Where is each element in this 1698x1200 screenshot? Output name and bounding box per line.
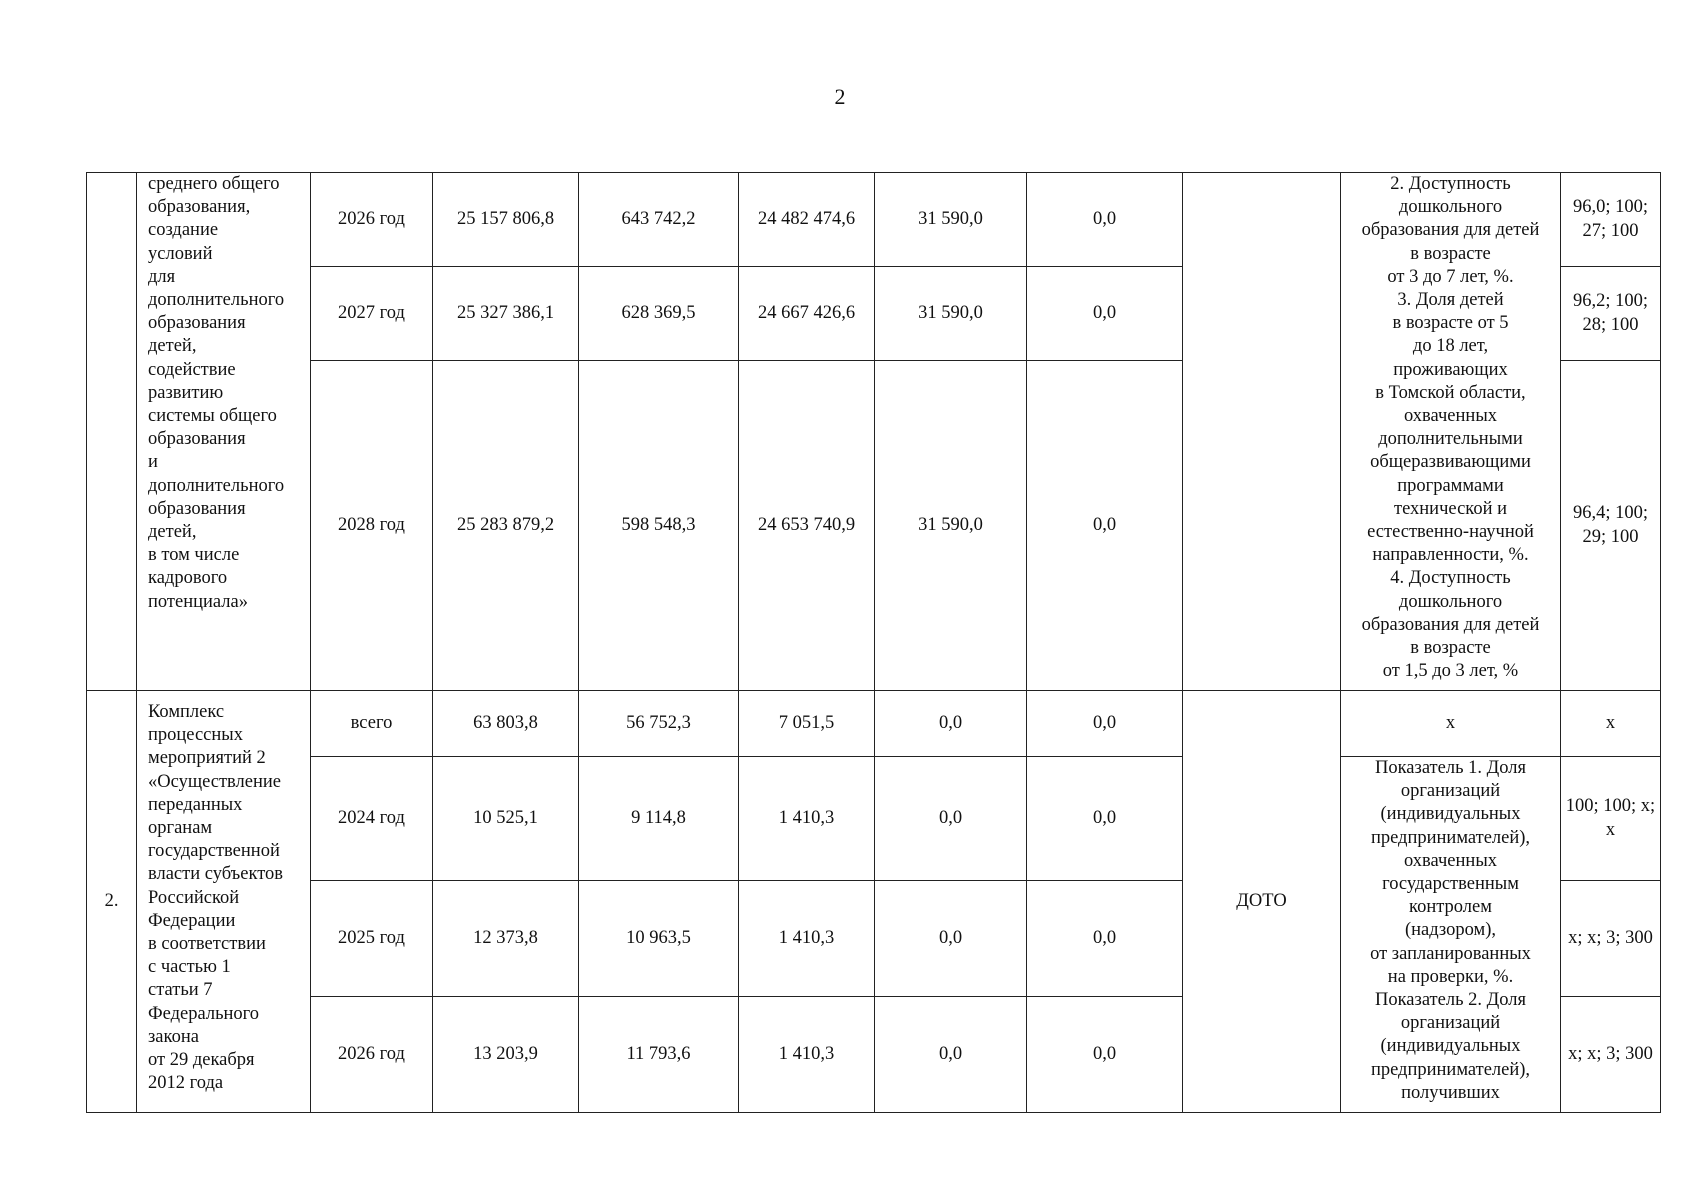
federal-budget-cell: 10 963,5 bbox=[579, 881, 739, 997]
row-number-cell: 2. bbox=[87, 691, 137, 1113]
table-row bbox=[87, 691, 1661, 757]
local-budget-cell: 31 590,0 bbox=[875, 267, 1027, 361]
total-cell: 25 157 806,8 bbox=[433, 173, 579, 267]
year-cell: 2028 год bbox=[311, 361, 433, 691]
other-sources-cell: 0,0 bbox=[1027, 173, 1183, 267]
federal-budget-cell: 643 742,2 bbox=[579, 173, 739, 267]
regional-budget-cell: 1 410,3 bbox=[739, 757, 875, 881]
other-sources-cell: 0,0 bbox=[1027, 881, 1183, 997]
indicator-values-cell: 96,0; 100; 27; 100 bbox=[1561, 173, 1661, 267]
executor-cell bbox=[1183, 173, 1341, 691]
other-sources-cell: 0,0 bbox=[1027, 757, 1183, 881]
regional-budget-cell: 1 410,3 bbox=[739, 881, 875, 997]
local-budget-cell: 31 590,0 bbox=[875, 361, 1027, 691]
regional-budget-cell: 24 482 474,6 bbox=[739, 173, 875, 267]
year-cell: 2026 год bbox=[311, 173, 433, 267]
federal-budget-cell: 56 752,3 bbox=[579, 691, 739, 757]
total-cell: 12 373,8 bbox=[433, 881, 579, 997]
other-sources-cell: 0,0 bbox=[1027, 267, 1183, 361]
executor-cell: ДОТО bbox=[1183, 691, 1341, 1113]
indicator-values-cell: х; х; 3; 300 bbox=[1561, 881, 1661, 997]
table-row bbox=[87, 173, 1661, 267]
federal-budget-cell: 9 114,8 bbox=[579, 757, 739, 881]
total-cell: 13 203,9 bbox=[433, 997, 579, 1113]
activity-name-cell: среднего общего образования, создание условий для дополнительного образования детей, содействие развитию системы общего образования и дополнительного образования детей, в том числе кадрового потенциала» bbox=[137, 173, 311, 691]
program-table bbox=[86, 172, 1661, 1113]
local-budget-cell: 0,0 bbox=[875, 757, 1027, 881]
year-cell: 2026 год bbox=[311, 997, 433, 1113]
page-number: 2 bbox=[834, 84, 846, 109]
year-cell: 2024 год bbox=[311, 757, 433, 881]
activity-name-cell: Комплекс процессных мероприятий 2 «Осуществление переданных органам государственной власти субъектов Российской Федерации в соответствии с частью 1 статьи 7 Федерального закона от 29 декабря 2012 года bbox=[137, 691, 311, 1113]
total-cell: 25 283 879,2 bbox=[433, 361, 579, 691]
regional-budget-cell: 1 410,3 bbox=[739, 997, 875, 1113]
other-sources-cell: 0,0 bbox=[1027, 997, 1183, 1113]
regional-budget-cell: 7 051,5 bbox=[739, 691, 875, 757]
year-cell: всего bbox=[311, 691, 433, 757]
year-cell: 2025 год bbox=[311, 881, 433, 997]
local-budget-cell: 0,0 bbox=[875, 997, 1027, 1113]
total-cell: 25 327 386,1 bbox=[433, 267, 579, 361]
local-budget-cell: 0,0 bbox=[875, 691, 1027, 757]
row-number-cell bbox=[87, 173, 137, 691]
local-budget-cell: 31 590,0 bbox=[875, 173, 1027, 267]
indicator-values-cell: 96,4; 100; 29; 100 bbox=[1561, 361, 1661, 691]
regional-budget-cell: 24 667 426,6 bbox=[739, 267, 875, 361]
other-sources-cell: 0,0 bbox=[1027, 691, 1183, 757]
indicator-description-cell: Показатель 1. Доля организаций (индивидуальных предпринимателей), охваченных государственным контролем (надзором), от запланированных на проверки, %. Показатель 2. Доля организаций (индивидуальных предпринимателей), получивших bbox=[1341, 757, 1561, 1113]
federal-budget-cell: 11 793,6 bbox=[579, 997, 739, 1113]
indicator-description-cell: 2. Доступность дошкольного образования для детей в возрасте от 3 до 7 лет, %. 3. Доля детей в возрасте от 5 до 18 лет, проживающих в Томской области, охваченных дополнительными общеразвивающими программами технической и естественно-научной направленности, %. 4. Доступность дошкольного образования для детей в возрасте от 1,5 до 3 лет, % bbox=[1341, 173, 1561, 691]
year-cell: 2027 год bbox=[311, 267, 433, 361]
indicator-values-cell: 96,2; 100; 28; 100 bbox=[1561, 267, 1661, 361]
federal-budget-cell: 628 369,5 bbox=[579, 267, 739, 361]
federal-budget-cell: 598 548,3 bbox=[579, 361, 739, 691]
total-cell: 10 525,1 bbox=[433, 757, 579, 881]
indicator-description-cell: х bbox=[1341, 691, 1561, 757]
total-cell: 63 803,8 bbox=[433, 691, 579, 757]
regional-budget-cell: 24 653 740,9 bbox=[739, 361, 875, 691]
indicator-values-cell: х bbox=[1561, 691, 1661, 757]
table-row bbox=[87, 757, 1661, 881]
local-budget-cell: 0,0 bbox=[875, 881, 1027, 997]
indicator-values-cell: х; х; 3; 300 bbox=[1561, 997, 1661, 1113]
other-sources-cell: 0,0 bbox=[1027, 361, 1183, 691]
indicator-values-cell: 100; 100; х; х bbox=[1561, 757, 1661, 881]
